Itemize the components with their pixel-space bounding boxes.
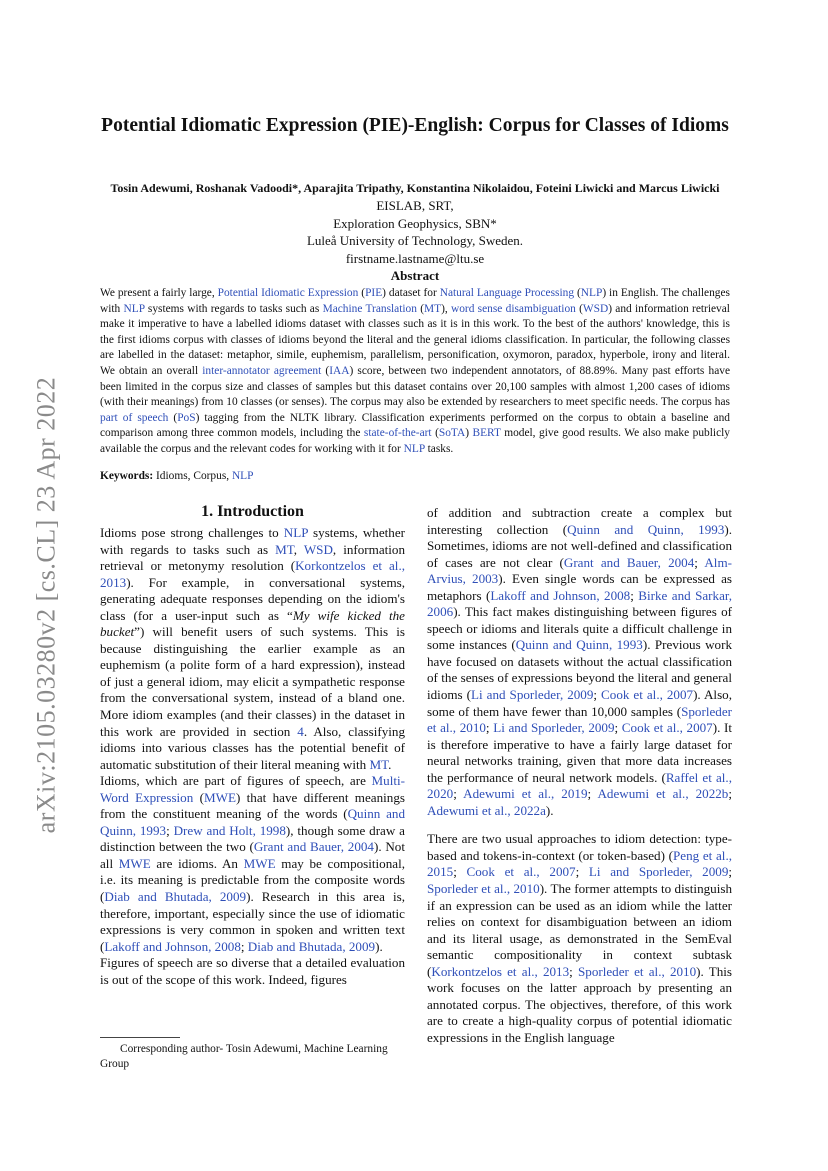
inline-link[interactable]: Korkontzelos et al., 2013 <box>100 558 405 590</box>
inline-link[interactable]: MWE <box>243 855 276 871</box>
inline-link[interactable]: Cook et al., 2007 <box>466 864 576 880</box>
affiliations <box>100 197 730 267</box>
keywords-label: Keywords: <box>100 470 154 482</box>
inline-link[interactable]: MT <box>369 756 389 772</box>
inline-link[interactable]: Sporleder et al., 2010 <box>427 881 540 897</box>
abstract-text: We present a fairly large, Potential Idiomatic Expression (PIE) dataset for Natural Language Processing (NLP) in English. The challenges with NLP systems with regards to tasks such as Machine Translation (MT), word sense disambiguation (WSD) and information retrieval make it imperative to have a labelled idioms dataset with classes such as it is in this work. To the best of the authors' knowledge, this is the first idioms corpus with classes of idioms beyond the literal and the general idioms classification. In particular, the following classes are labelled in the dataset: metaphor, simile, euphemism, parallelism, personification, oxymoron, paradox, hyperbole, irony and literal. We obtain an overall inter-annotator agreement (IAA) score, between two independent annotators, of 88.89%. Many past efforts have been limited in the corpus size and classes of samples but this dataset contains over 20,100 samples with almost 1,200 cases of idioms (with their meanings) from 10 classes (or senses). The corpus may also be extended by researchers to meet specific needs. The corpus has part of speech (PoS) tagging from the NLTK library. Classification experiments performed on the corpus to obtain a baseline and comparison among three common models, including the state-of-the-art (SoTA) BERT model, give good results. We also make publicly available the corpus and the relevant codes for working with it for NLP tasks. <box>100 287 730 455</box>
inline-link[interactable]: Potential Idiomatic Expression <box>217 287 359 299</box>
inline-link[interactable]: part of speech <box>100 411 169 424</box>
paper-title: Potential Idiomatic Expression (PIE)-English: Corpus for Classes of Idioms <box>101 115 729 136</box>
inline-link[interactable]: Grant and Bauer, 2004 <box>563 554 695 570</box>
inline-link[interactable]: Quinn and Quinn, 1993 <box>567 521 725 537</box>
inline-link[interactable]: Li and Sporleder, 2009 <box>493 720 615 736</box>
inline-link[interactable]: Peng et al., 2015 <box>427 847 732 880</box>
inline-link[interactable]: Machine Translation <box>322 302 417 315</box>
inline-link[interactable]: BERT <box>472 427 501 440</box>
inline-link[interactable]: Adewumi et al., 2022b <box>597 786 729 802</box>
affiliation-line: Exploration Geophysics, SBN* <box>333 215 497 231</box>
section-heading-introduction: 1. Introduction <box>201 503 304 520</box>
inline-link[interactable]: Diab and Bhutada, 2009 <box>104 889 247 905</box>
affiliation-line: EISLAB, SRT, <box>376 198 454 213</box>
body-paragraph: Idioms pose strong challenges to NLP systems, whether with regards to tasks such as MT, WSD, information retrieval or metonymy resolution (Korkontzelos et al., 2013). For example, in conversational systems, generating adequate responses depending on the idiom's class (for a user-input such as “My wife kicked the bucket”) will benefit users of such systems. This is because distinguishing the earlier example as an euphemism (a polite form of a hard expression), instead of just a general idiom, may elicit a sympathetic response from the conversational system, instead of a bland one. More idiom examples (and their classes) in the dataset in this work are provided in section 4. Also, classifying idioms into various classes has the potential benefit of automatic substitution of their literal meaning with MT. <box>100 525 406 772</box>
inline-link[interactable]: Li and Sporleder, 2009 <box>588 864 729 880</box>
inline-link[interactable]: Cook et al., 2007 <box>601 687 694 703</box>
arxiv-identifier: arXiv:2105.03280v2 [cs.CL] 23 Apr 2022 <box>31 376 60 834</box>
inline-link[interactable]: Adewumi et al., 2022a <box>427 802 546 818</box>
right-column <box>427 505 732 1047</box>
footnote-rule <box>100 1037 180 1038</box>
inline-link[interactable]: Birke and Sarkar, 2006 <box>427 587 732 620</box>
inline-link[interactable]: PoS <box>177 411 196 424</box>
inline-link[interactable]: Quinn and Quinn, 1993 <box>515 637 643 653</box>
inline-link[interactable]: MWE <box>118 855 151 871</box>
inline-link[interactable]: NLP <box>283 525 309 540</box>
inline-link[interactable]: IAA <box>329 364 350 377</box>
inline-link[interactable]: state-of-the-art <box>363 427 432 440</box>
author-list: Tosin Adewumi, Roshanak Vadoodi*, Aparajita Tripathy, Konstantina Nikolaidou, Foteini Liwicki and Marcus Liwicki <box>110 181 720 195</box>
left-column <box>100 525 405 988</box>
affiliation-line: Luleå University of Technology, Sweden. <box>306 233 524 248</box>
body-paragraph: Idioms, which are part of figures of speech, are Multi-Word Expression (MWE) that have different meanings from the constituent meaning of the words (Quinn and Quinn, 1993; Drew and Holt, 1998), though some draw a distinction between the two (Grant and Bauer, 2004). Not all MWE are idioms. An MWE may be compositional, i.e. its meaning is predictable from the composite words (Diab and Bhutada, 2009). Research in this area is, therefore, important, especially since the use of idiomatic expressions is very common in spoken and written text (Lakoff and Johnson, 2008; Diab and Bhutada, 2009). <box>100 773 405 954</box>
inline-link[interactable]: Sporleder et al., 2010 <box>427 703 732 736</box>
inline-link[interactable]: NLP <box>123 302 145 315</box>
body-paragraph: Figures of speech are so diverse that a detailed evaluation is out of the scope of this work. Indeed, figures <box>100 955 405 987</box>
keywords-list: Idioms, Corpus, NLP <box>153 470 254 482</box>
inline-link[interactable]: inter-annotator agreement <box>202 364 322 377</box>
inline-link[interactable]: Li and Sporleder, 2009 <box>471 687 594 703</box>
inline-link[interactable]: Sporleder et al., 2010 <box>578 963 697 979</box>
footnote: Corresponding author- Tosin Adewumi, Machine Learning Group <box>100 1043 388 1070</box>
inline-link[interactable]: Cook et al., 2007 <box>621 720 713 736</box>
inline-link[interactable]: Grant and Bauer, 2004 <box>253 839 374 855</box>
inline-link[interactable]: Lakoff and Johnson, 2008 <box>104 938 241 954</box>
body-paragraph: There are two usual approaches to idiom detection: type-based and tokens-in-context (or token-based) (Peng et al., 2015; Cook et al., 2007; Li and Sporleder, 2009; Sporleder et al., 2010). The former attempts to distinguish if an expression can be used as an idiom while the latter relies on context for disambiguation between an idiom and its literal usage, as demonstrated in the SemEval semantic compositionality in context subtask (Korkontzelos et al., 2013; Sporleder et al., 2010). This work focuses on the latter approach by presenting an annotated corpus. The objectives, therefore, of this work are to create a high-quality corpus of potential idiomatic expressions in the English language <box>427 831 733 1045</box>
inline-link[interactable]: Raffel et al., 2020 <box>427 769 732 802</box>
inline-link[interactable]: Alm-Arvius, 2003 <box>427 554 732 587</box>
author-email: firstname.lastname@ltu.se <box>345 250 485 266</box>
inline-link[interactable]: NLP <box>580 287 603 299</box>
inline-link[interactable]: MT <box>424 302 442 315</box>
inline-link[interactable]: Multi-Word Expression <box>100 773 405 805</box>
inline-link[interactable]: WSD <box>582 302 609 315</box>
inline-link[interactable]: NLP <box>231 470 254 482</box>
inline-link[interactable]: Lakoff and Johnson, 2008 <box>490 587 631 603</box>
abstract-heading: Abstract <box>390 268 440 283</box>
inline-link[interactable]: Drew and Holt, 1998 <box>173 822 286 838</box>
inline-link[interactable]: SoTA <box>438 427 466 440</box>
inline-link[interactable]: word sense disambiguation <box>451 302 576 315</box>
inline-link[interactable]: Diab and Bhutada, 2009 <box>247 938 376 954</box>
inline-link[interactable]: MWE <box>203 789 236 805</box>
keywords-line <box>100 470 730 482</box>
body-paragraph: of addition and subtraction create a complex but interesting collection (Quinn and Quinn, 1993). Sometimes, idioms are not well-defined and classification of cases are not clear (Grant and Bauer, 2004; Alm-Arvius, 2003). Even single words can be expressed as metaphors (Lakoff and Johnson, 2008; Birke and Sarkar, 2006). This fact makes distinguishing between figures of speech or idioms and literals quite a difficult challenge in some instances (Quinn and Quinn, 1993). Previous work have focused on datasets without the actual classification of the senses of expressions beyond the literal and general idioms (Li and Sporleder, 2009; Cook et al., 2007). Also, some of them have fewer than 10,000 samples (Sporleder et al., 2010; Li and Sporleder, 2009; Cook et al., 2007). It is therefore imperative to have a fairly large dataset for neural networks training, given that more data increases the performance of neural network models. (Raffel et al., 2020; Adewumi et al., 2019; Adewumi et al., 2022b; Adewumi et al., 2022a). <box>427 505 733 818</box>
inline-link[interactable]: WSD <box>303 541 333 557</box>
inline-link[interactable]: Adewumi et al., 2019 <box>463 786 588 802</box>
inline-link[interactable]: NLP <box>403 442 425 455</box>
emphasized-text: My wife kicked the bucket <box>100 607 405 640</box>
arxiv-side-stamp <box>26 365 66 845</box>
inline-link[interactable]: MT <box>275 541 294 557</box>
inline-link[interactable]: Korkontzelos et al., 2013 <box>431 963 570 979</box>
inline-link[interactable]: PIE <box>365 287 383 299</box>
inline-link[interactable]: 4 <box>297 723 304 739</box>
inline-link[interactable]: Quinn and Quinn, 1993 <box>100 806 405 838</box>
inline-link[interactable]: Natural Language Processing <box>439 287 575 299</box>
